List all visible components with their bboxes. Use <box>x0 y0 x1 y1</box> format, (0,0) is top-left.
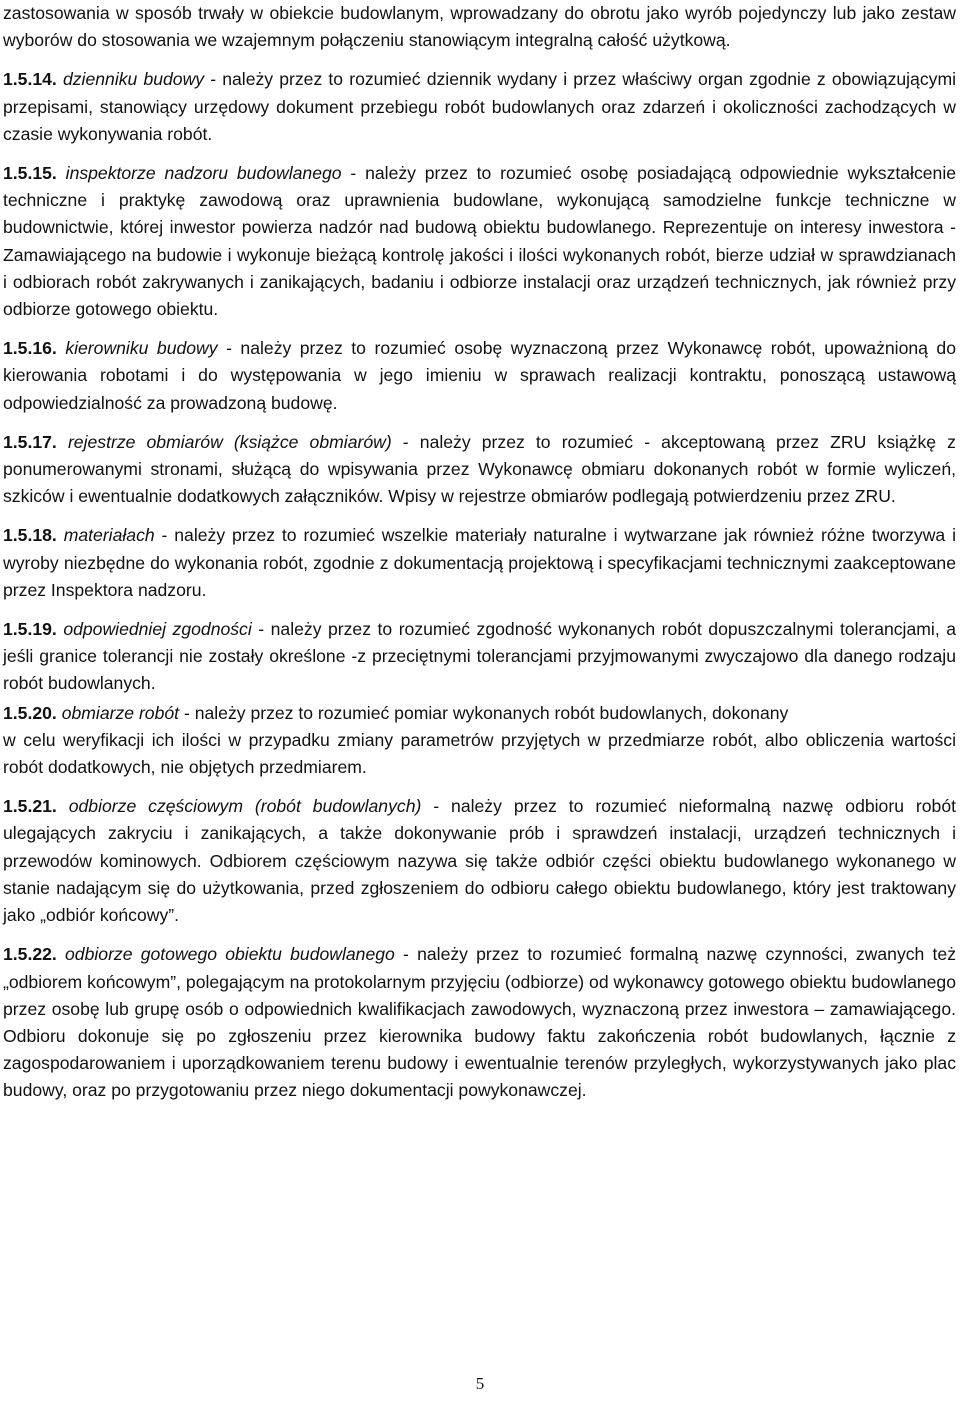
definition-term: odbiorze częściowym (robót budowlanych) <box>68 796 422 817</box>
definition-1-5-18 <box>3 522 956 604</box>
page-number: 5 <box>475 1374 485 1393</box>
definition-text: - należy przez to rozumieć pomiar wykonanych robót budowlanych, dokonany <box>179 702 789 723</box>
definition-1-5-17 <box>3 429 956 511</box>
definition-text: - należy przez to rozumieć nieformalną nazwę odbioru robót ulegających zakryciu i zanikających, a także dokonywanie prób i sprawdzeń instalacji, urządzeń technicznych i przewodów kominowych. Odbiorem częściowym nazywa się także odbiór części obiektu budowlanego wykonanego w stanie nadającym się do użytkowania, przed zgłoszeniem do odbioru całego obiektu budowlanego, który jest traktowany jako „odbiór końcowy”. <box>3 796 957 926</box>
definition-text: - należy przez to rozumieć formalną nazwę czynności, zwanych też „odbiorem końcowym”, polegającym na protokolarnym przyjęciu (odbiorze) od wykonawcy gotowego obiektu budowlanego przez osobę lub grupę osób o odpowiednich kwalifikacjach zawodowych, wyznaczoną przez inwestora – zamawiającego. Odbioru dokonuje się po zgłoszeniu przez kierownika budowy faktu zakończenia robót budowlanych, łącznie z zagospodarowaniem i uporządkowaniem terenu budowy i ewentualnie terenów przyległych, wykorzystywanych jako plac budowy, oraz po przygotowaniu przez niego dokumentacji powykonawczej. <box>3 944 956 1101</box>
definition-1-5-20 <box>3 700 956 727</box>
definition-number: 1.5.21. <box>3 796 57 817</box>
definition-number: 1.5.19. <box>3 619 57 640</box>
definition-term: kierowniku budowy <box>65 338 218 359</box>
definition-1-5-22 <box>3 941 956 1104</box>
definition-1-5-19 <box>3 616 956 698</box>
definition-term: obmiarze robót <box>61 702 180 723</box>
definition-text: - należy przez to rozumieć osobę posiadającą odpowiednie wykształcenie techniczne i praktykę zawodową oraz uprawnienia budowlane, wykonującą samodzielne funkcje techniczne w budownictwie, której inwestor powierza nadzór nad budową obiektu budowlanego. Reprezentuje on interesy inwestora - Zamawiającego na budowie i wykonuje bieżącą kontrolę jakości i ilości wykonanych robót, bierze udział w sprawdzianach i odbiorach robót zakrywanych i zanikających, badaniu i odbiorze instalacji oraz urządzeń technicznych, jak również przy odbiorze gotowego obiektu. <box>3 163 957 320</box>
definition-1-5-20-continued <box>3 727 956 781</box>
definition-number: 1.5.14. <box>3 69 57 90</box>
paragraph-continuation <box>3 0 956 54</box>
paragraph-text: zastosowania w sposób trwały w obiekcie budowlanym, wprowadzany do obrotu jako wyrób pojedynczy lub jako zestaw wyborów do stosowania we wzajemnym połączeniu stanowiącym integralną całość użytkową. <box>3 3 956 51</box>
definition-1-5-15 <box>3 160 956 323</box>
definition-number: 1.5.18. <box>3 525 57 546</box>
definition-term: dzienniku budowy <box>62 69 205 90</box>
definition-term: rejestrze obmiarów (książce obmiarów) <box>67 431 392 452</box>
definition-1-5-21 <box>3 793 956 929</box>
definition-text: - należy przez to rozumieć osobę wyznaczoną przez Wykonawcę robót, upoważnioną do kierowania robotami i do występowania w jego imieniu w sprawach realizacji kontraktu, ponoszącą ustawową odpowiedzialność za prowadzoną budowę. <box>3 338 957 413</box>
definition-number: 1.5.20. <box>3 702 57 723</box>
definition-term: materiałach <box>63 525 155 546</box>
definition-1-5-14 <box>3 66 956 148</box>
definition-number: 1.5.17. <box>3 431 57 452</box>
definition-number: 1.5.16. <box>3 338 57 359</box>
definition-1-5-16 <box>3 335 956 417</box>
definition-term: odpowiedniej zgodności <box>63 619 252 640</box>
definition-term: odbiorze gotowego obiektu budowlanego <box>65 944 395 965</box>
definition-text: - należy przez to rozumieć zgodność wykonanych robót dopuszczalnymi tolerancjami, a jeśli granice tolerancji nie zostały określone -z przeciętnymi tolerancjami przyjmowanymi zwyczajowo dla danego rodzaju robót budowlanych. <box>3 619 956 694</box>
definition-term: inspektorze nadzoru budowlanego <box>65 163 342 184</box>
definition-text: - należy przez to rozumieć wszelkie materiały naturalne i wytwarzane jak również różne tworzywa i wyroby niezbędne do wykonania robót, zgodnie z dokumentacją projektową i specyfikacjami technicznymi zaakceptowane przez Inspektora nadzoru. <box>3 525 957 600</box>
definition-text: w celu weryfikacji ich ilości w przypadku zmiany parametrów przyjętych w przedmiarze robót, albo obliczenia wartości robót dodatkowych, nie objętych przedmiarem. <box>3 729 956 778</box>
definition-text: - należy przez to rozumieć - akceptowaną przez ZRU książkę z ponumerowanymi stronami, służącą do wpisywania przez Wykonawcę obmiaru dokonanych robót w formie wyliczeń, szkiców i ewentualnie dodatkowych załączników. Wpisy w rejestrze obmiarów podlegają potwierdzeniu przez ZRU. <box>3 431 956 507</box>
definition-number: 1.5.22. <box>3 944 57 965</box>
definition-number: 1.5.15. <box>3 163 57 184</box>
definition-text: - należy przez to rozumieć dziennik wydany i przez właściwy organ zgodnie z obowiązującymi przepisami, stanowiący urzędowy dokument przebiegu robót budowlanych oraz zdarzeń i okoliczności zachodzących w czasie wykonywania robót. <box>3 69 957 144</box>
